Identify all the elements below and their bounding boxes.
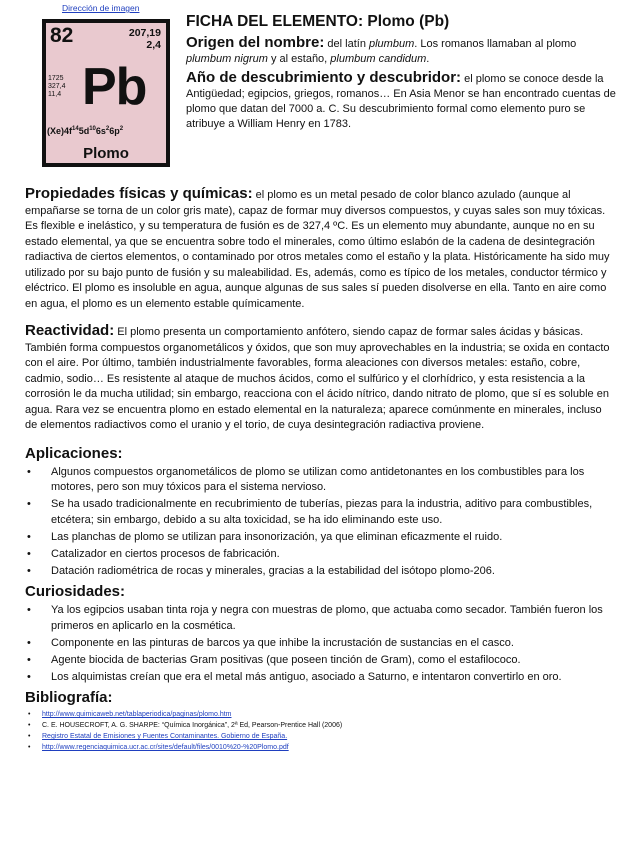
bibliography-item	[25, 720, 614, 731]
bibliography-book: C. E. HOUSECROFT, A. G. SHARPE: “Química Inorgánica”, 2ª Ed, Pearson-Prentice Hall (2006)	[42, 722, 343, 729]
image-source-link[interactable]: Dirección de imagen	[62, 3, 140, 13]
list-item: • Ya los egipcios usaban tinta roja y negra con muestras de plomo, que actuaba como secador. También fueron los primeros en aplicarlo en la cosmética.	[25, 603, 614, 634]
list-item: • Agente biocida de bacterias Gram positivas (que poseen tinción de Gram), como el estafilococo.	[25, 653, 614, 669]
applications-heading: Aplicaciones:	[25, 444, 123, 462]
list-item: • Catalizador en ciertos procesos de fabricación.	[25, 547, 614, 563]
main-content	[25, 186, 614, 753]
bibliography-link-regencia[interactable]: http://www.regenciaquimica.ucr.ac.cr/sites/default/files/0010%20-%20Plomo.pdf	[42, 744, 289, 751]
config-sup-3: 2	[105, 126, 110, 132]
origin-latin-3: plumbum candidum	[330, 53, 427, 65]
origin-heading: Origen del nombre:	[186, 34, 325, 51]
boiling-point: 1725	[48, 75, 64, 82]
origin-text-2: . Los romanos llamaban al plomo	[414, 38, 577, 50]
list-item: • Algunos compuestos organometálicos de plomo se utilizan como antidetonantes en los combustibles para los motores, pero son muy tóxicos para el sistema nervioso.	[25, 465, 614, 496]
bibliography-item	[25, 709, 614, 720]
applications-list	[25, 465, 614, 580]
curiosities-list	[25, 603, 614, 685]
config-part-4: 6p	[109, 126, 120, 136]
origin-latin-1: plumbum	[369, 38, 415, 50]
density: 11,4	[48, 91, 62, 98]
electron-configuration	[47, 126, 123, 136]
page-title: FICHA DEL ELEMENTO: Plomo (Pb)	[186, 13, 450, 30]
properties-paragraph	[25, 186, 614, 312]
origin-text-3: y al estaño,	[267, 53, 331, 65]
element-properties	[48, 75, 66, 99]
discovery-heading: Año de descubrimiento y descubridor:	[186, 69, 462, 86]
bibliography-heading: Bibliografía:	[25, 689, 113, 706]
bibliography-link-registro[interactable]: Registro Estatal de Emisiones y Fuentes Contaminantes. Gobierno de España.	[42, 733, 288, 740]
origin-paragraph	[186, 35, 618, 67]
oxidation-states: 2,4	[146, 39, 161, 51]
config-sup-4: 2	[119, 126, 124, 132]
origin-latin-2: plumbum nigrum	[186, 53, 268, 65]
bibliography-item	[25, 742, 614, 753]
list-item: • Las planchas de plomo se utilizan para insonorización, ya que eliminan eficazmente el ruido.	[25, 530, 614, 546]
atomic-mass	[129, 27, 161, 51]
element-tile	[42, 19, 170, 167]
curiosities-heading: Curiosidades:	[25, 583, 126, 600]
element-symbol: Pb	[82, 58, 147, 116]
reactivity-text: El plomo presenta un comportamiento anfótero, siendo capaz de formar sales ácidas y básicas. También forma compuestos organometálicos y óxidos, que son muy aprovechables en la industria; se oxida en contacto con el aire. Por último, también industrialmente favorables, forma aleaciones con diversos metales: estaño, cobre, cadmio, sodio… Es resistente al ataque de muchos ácidos, como el sulfúrico y el clorhídrico, y esta resistencia a la corrosión le da mucha utilidad; sin embargo, reacciona con el ácido nítrico, dando nitrato de plomo, que sí es soluble en agua. Rara vez se encuentra plomo en estado elemental en la naturaleza; aparece comúnmente en minerales, incluso de elementos radiactivos como el uranio y el torio, de cuya desintegración radiactiva proviene.	[25, 326, 610, 431]
list-item: • Los alquimistas creían que era el metal más antiguo, asociado a Saturno, e intentaron convertirlo en oro.	[25, 670, 614, 686]
properties-text: el plomo es un metal pesado de color blanco azulado (aunque al empañarse se torna de un color gris mate), capaz de formar muy diversos compuestos, y cuyas sales son muy tóxicas. Es flexible e inelástico, y su temperatura de fusión es de 327,4 ºC. Es un elemento muy abundante, aunque no en su estado elemental, ya que se encuentra sobre todo el minerales, como último eslabón de la cadena de desintegración radiactiva de ciertos elementos, o contaminado por otros metales como el estaño y la plata. Históricamente ha sido muy utilizado por su bajo punto de fusión y su maleabilidad. Es, además, como es típico de los metales, conductor térmico y eléctrico. El plomo es insoluble en agua, aunque algunas de sus sales sí pueden disolverse en ella. Tanto en aire como en agua, el plomo es un elemento estable químicamente.	[25, 189, 610, 310]
atomic-number: 82	[50, 24, 74, 47]
config-base: (Xe)4f	[47, 126, 73, 136]
list-item: • Datación radiométrica de rocas y minerales, gracias a la estabilidad del isótopo plomo-206.	[25, 564, 614, 580]
list-item: • Se ha usado tradicionalmente en recubrimiento de tuberías, piezas para la industria, aditivo para combustibles, etcétera; sin embargo, debido a su alta toxicidad, se ha ido eliminando este uso.	[25, 497, 614, 528]
bibliography-list	[25, 709, 614, 753]
melting-point: 327,4	[48, 83, 66, 90]
reactivity-paragraph	[25, 323, 614, 434]
properties-heading: Propiedades físicas y químicas:	[25, 185, 253, 202]
config-part-2: 5d	[78, 126, 90, 136]
config-sup-2: 10	[89, 126, 96, 132]
reactivity-heading: Reactividad:	[25, 322, 115, 339]
origin-text-1: del latín	[324, 38, 369, 50]
list-item: • Componente en las pinturas de barcos ya que inhibe la incrustación de sustancias en el casco.	[25, 636, 614, 652]
config-sup-1: 14	[72, 126, 79, 132]
origin-text-4: .	[426, 53, 430, 65]
bibliography-item	[25, 731, 614, 742]
atomic-mass-value: 207,19	[128, 27, 161, 39]
header-block	[186, 13, 618, 135]
element-name: Plomo	[83, 145, 129, 162]
discovery-paragraph	[186, 70, 618, 132]
discovery-text: el plomo se conoce desde la Antigüedad; egipcios, griegos, romanos… En Asia Menor se han encontrado cuentas de plomo que datan del 7000 a. C. Su descubrimiento formal como elemento puro se atribuye a William Henry en 1783.	[186, 73, 616, 130]
config-part-3: 6s	[95, 126, 106, 136]
bibliography-link-quimicaweb[interactable]: http://www.quimicaweb.net/tablaperiodica/paginas/plomo.htm	[42, 711, 232, 718]
